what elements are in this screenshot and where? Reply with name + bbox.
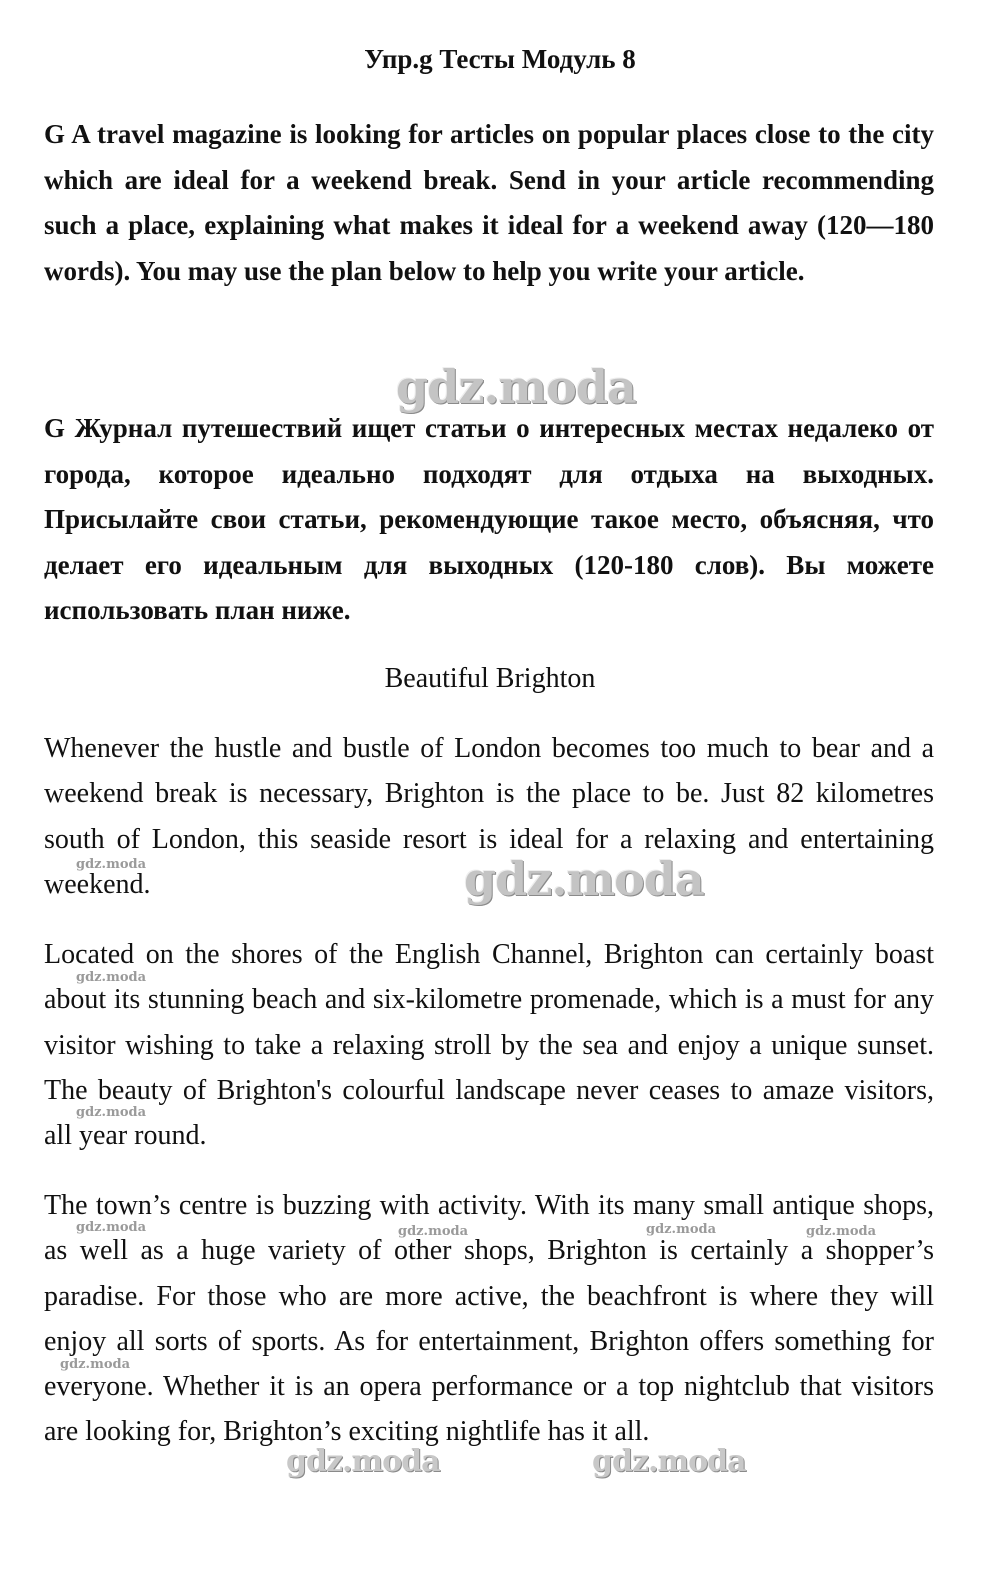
watermark: gdz.moda (806, 1224, 877, 1239)
task-russian: G Журнал путешествий ищет статьи о интересных местах недалеко от города, которое идеально подходят для отдыха на выходных. Присылайте свои статьи, рекомендующие такое место, объясняя, что делает его идеальным для выходных (120-180 слов). Вы можете использовать план ниже. (44, 413, 934, 625)
watermark: gdz.moda (592, 1444, 746, 1479)
watermark: gdz.moda (60, 1357, 131, 1372)
watermark: gdz.moda (398, 1224, 469, 1239)
watermark: gdz.moda (76, 1105, 147, 1120)
watermark: gdz.moda (396, 360, 636, 414)
watermark: gdz.moda (464, 852, 704, 906)
task-english: G A travel magazine is looking for articles on popular places close to the city which are ideal for a weekend break. Send in your article recommending such a place, explaining what makes it ideal for a weekend away (120—180 words). You may use the plan below to help you write your article. (44, 119, 934, 286)
essay-title: Beautiful Brighton (384, 663, 596, 694)
watermark: gdz.moda (646, 1222, 717, 1237)
watermark: gdz.moda (76, 857, 147, 872)
essay-paragraph-2: Located on the shores of the English Channel, Brighton can certainly boast about its stunning beach and six-kilometre promenade, which is a must for any visitor wishing to take a relaxing stroll by the sea and enjoy a unique sunset. The beauty of Brighton's colourful landscape never ceases to amaze visitors, all year round. (44, 939, 934, 1152)
essay-paragraph-3: The town’s centre is buzzing with activity. With its many small antique shops, as well as a huge variety of other shops, Brighton is certainly a shopper’s paradise. For those who are more active, the beachfront is where they will enjoy all sorts of sports. As for entertainment, Brighton offers something for everyone. Whether it is an opera performance or a top nightclub that visitors are looking for, Brighton’s exciting nightlife has it all. (44, 1190, 934, 1448)
watermark: gdz.moda (76, 970, 147, 985)
page-title: Упр.g Тесты Модуль 8 (364, 44, 636, 74)
watermark: gdz.moda (286, 1444, 440, 1479)
essay-paragraph-1: Whenever the hustle and bustle of London becomes too much to bear and a weekend break is necessary, Brighton is the place to be. Just 82 kilometres south of London, this seaside resort is ideal for a relaxing and entertaining weekend. (44, 733, 934, 900)
watermark: gdz.moda (76, 1220, 147, 1235)
